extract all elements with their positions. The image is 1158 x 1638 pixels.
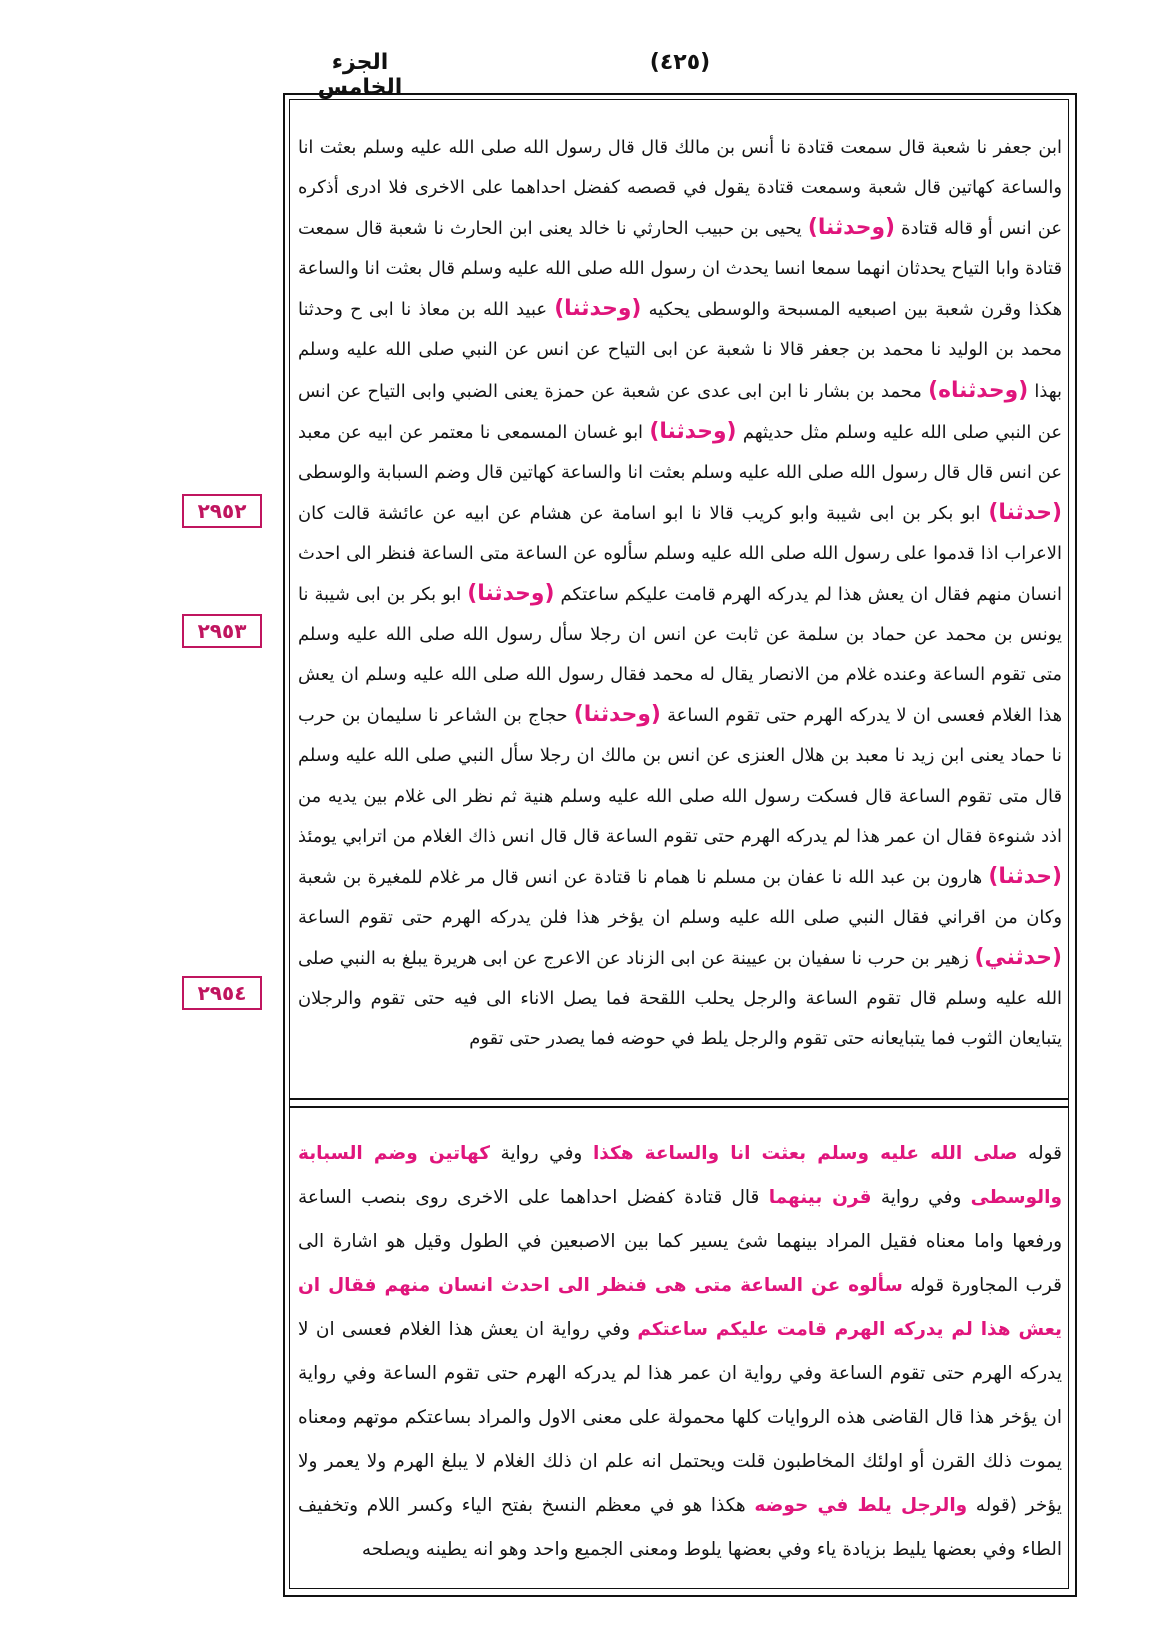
commentary-text: وفي رواية ان يعش هذا الغلام فعسى ان لا يدركه الهرم حتى تقوم الساعة وفي رواية ان عمر هذا لم يدركه الهرم حتى تقوم الساعة وفي رواية ان يؤخر هذا قال القاضى هذه الروايات كلها محمولة على معنى الاول والمراد بساعتكم موتهم ومعناه يموت ذلك القرن أو اولئك المخاطبون قلت ويحتمل انه علم ان ذلك الغلام لا يبلغ الهرم ولا يعمر ولا يؤخر	[298, 1319, 1062, 1516]
commentary-text: وفي رواية	[880, 1187, 962, 1208]
narration-text: ابو بكر بن ابى شيبة وابو كريب قالا نا ابو اسامة عن هشام عن ابيه عن عائشة قالت كان الاعراب اذا قدموا على رسول الله صلى الله عليه وسلم سألوه عن الساعة متى الساعة فنظر الى احدث انسان منهم فقال ان يعش هذا لم يدركه الهرم قامت عليكم ساعتكم	[298, 502, 1062, 606]
isnad-marker: (وحدثنا)	[573, 702, 661, 728]
isnad-marker: (حدثنا)	[988, 863, 1063, 889]
quoted-matn: سألوه عن الساعة متى هى فنظر الى احدث انسان منهم فقال ان يعش هذا لم يدركه الهرم قامت عليكم ساعتكم	[298, 1275, 1062, 1340]
quoted-matn: كهاتين وضم السبابة والوسطى	[298, 1143, 1062, 1208]
hadith-number-2952: ٢٩٥٢	[182, 494, 262, 528]
section-divider-top	[289, 1098, 1069, 1100]
isnad-marker: (وحدثناه)	[928, 377, 1029, 403]
narration-text: حجاج بن الشاعر نا سليمان بن حرب نا حماد يعنى ابن زيد نا معبد بن هلال العنزى عن انس بن مالك ان رجلا سأل النبي صلى الله عليه وسلم قال متى تقوم الساعة قال فسكت رسول الله صلى الله عليه وسلم هنية ثم نظر الى غلام بين يديه من اذد شنوءة فقال ان عمر هذا لم يدركه الهرم حتى تقوم الساعة قال قال انس ذاك الغلام من اترابي يومئذ	[298, 705, 1062, 847]
commentary-paragraph	[298, 1132, 1062, 1572]
isnad-marker: (حدثنا)	[988, 499, 1062, 525]
hadith-text-block	[298, 128, 1062, 1088]
quoted-matn: والرجل يلط في حوضه	[754, 1495, 968, 1516]
commentary-block	[298, 1132, 1062, 1572]
quoted-matn: صلى الله عليه وسلم بعثت انا والساعة هكذا	[592, 1143, 1018, 1164]
hadith-number-2953: ٢٩٥٣	[182, 614, 262, 648]
hadith-number-2954: ٢٩٥٤	[182, 976, 262, 1010]
commentary-text: (قوله	[975, 1495, 1017, 1516]
isnad-marker: (حدثني)	[974, 944, 1062, 970]
commentary-text: هكذا هو في معظم النسخ بفتح الياء وكسر اللام وتخفيف الطاء وفي بعضها يليط بزيادة ياء وفي بعضها يلوط ومعنى الجميع واحد وهو انه يطينه ويصلحه	[298, 1495, 1062, 1560]
section-divider-bottom	[289, 1106, 1069, 1108]
narration-text: زهير بن حرب نا سفيان بن عيينة عن ابى الزناد عن الاعرج عن ابى هريرة يبلغ به النبي صلى الله عليه وسلم قال تقوم الساعة والرجل يحلب اللقحة فما يصل الاناء الى فيه حتى تقوم والرجلان يتبايعان الثوب فما يتبايعانه حتى تقوم والرجل يلط في حوضه فما يصدر حتى تقوم	[298, 947, 1062, 1050]
isnad-marker: (وحدثنا)	[807, 215, 896, 241]
narration-text: محمد بن بشار نا ابن ابى عدى عن شعبة عن حمزة يعنى الضبي وابى التياح عن انس عن النبي صلى الله عليه وسلم مثل حديثهم	[298, 380, 1063, 443]
narration-text: ابو بكر بن ابى شيبة نا يونس بن محمد عن حماد بن سلمة عن ثابت عن انس ان رجلا سأل رسول الله صلى الله عليه وسلم متى تقوم الساعة وعنده غلام من الانصار يقال له محمد فقال رسول الله صلى الله عليه وسلم ان يعش هذا الغلام فعسى ان لا يدركه الهرم حتى تقوم الساعة	[298, 584, 1063, 727]
isnad-marker: (وحدثنا)	[554, 296, 642, 322]
isnad-marker: (وحدثنا)	[649, 418, 737, 444]
volume-title: الجزء الخامس	[317, 50, 403, 100]
commentary-text: قوله	[1028, 1143, 1062, 1164]
narration-text: يحيى بن حبيب الحارثي نا خالد يعنى ابن الحارث نا شعبة قال سمعت قتادة وابا التياح يحدثان انهما سمعا انسا يحدث ان رسول الله صلى الله عليه وسلم قال بعثت انا والساعة هكذا وقرن شعبة بين اصبعيه المسبحة والوسطى يحكيه	[298, 218, 1063, 321]
narration-text: ابو غسان المسمعى نا معتمر عن ابيه عن معبد عن انس قال قال رسول الله صلى الله عليه وسلم بعثت انا والساعة كهاتين قال وضم السبابة والوسطى	[298, 421, 1062, 483]
isnad-marker: (وحدثنا)	[467, 581, 555, 607]
commentary-text: قال قتادة كفضل احداهما على الاخرى روى بنصب الساعة ورفعها واما معناه فقيل المراد بينهما شئ يسير كما بين الاصبعين في الطول وقيل هو اشارة الى قرب المجاورة قوله	[298, 1187, 1062, 1296]
narration-text: ابن جعفر نا شعبة قال سمعت قتادة نا أنس بن مالك قال قال رسول الله صلى الله عليه وسلم بعثت انا والساعة كهاتين قال شعبة وسمعت قتادة يقول في قصصه كفضل احداهما على الاخرى فلا ادرى أذكره عن انس أو قاله قتادة	[298, 137, 1063, 240]
narration-text: عبيد الله بن معاذ نا ابى ح وحدثنا محمد بن الوليد نا محمد بن جعفر قالا نا شعبة عن ابى التياح عن انس عن النبي صلى الله عليه وسلم بهذا	[298, 299, 1063, 402]
hadith-paragraph	[298, 128, 1062, 1059]
commentary-text: وفي رواية	[500, 1143, 583, 1164]
page-number: (٤٢٥)	[649, 50, 711, 75]
quoted-matn: قرن بينهما	[768, 1187, 872, 1208]
narration-text: هارون بن عبد الله نا عفان بن مسلم نا همام نا قتادة عن انس قال مر غلام للمغيرة بن شعبة وكان من اقراني فقال النبي صلى الله عليه وسلم ان يؤخر هذا فلن يدركه الهرم حتى تقوم الساعة	[298, 866, 1062, 928]
